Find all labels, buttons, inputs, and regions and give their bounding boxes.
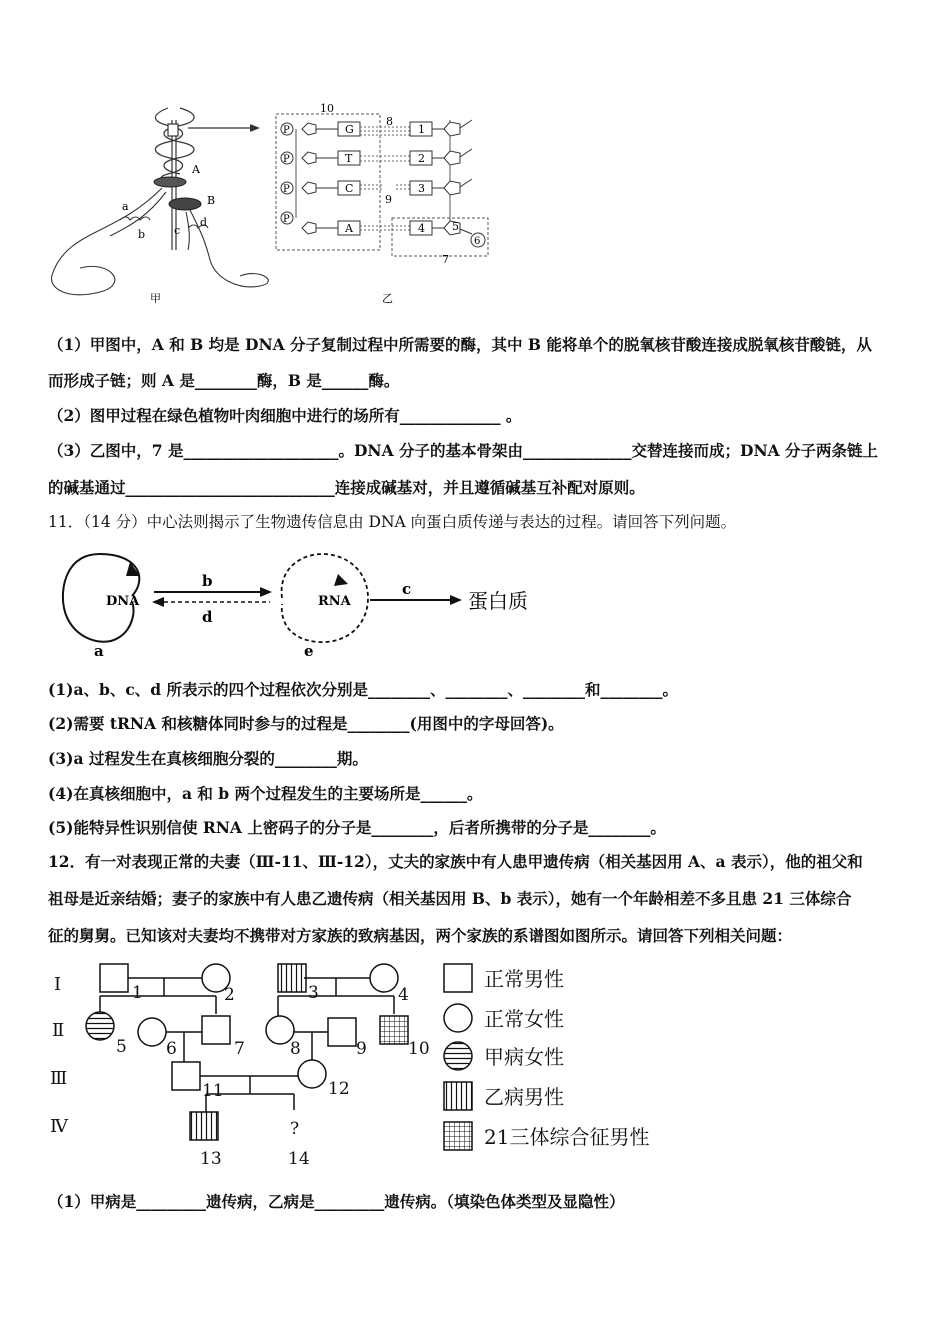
id-13: 13 xyxy=(200,1149,222,1169)
id-14: 14 xyxy=(288,1149,310,1169)
q11-part-2: (2)需要 tRNA 和核糖体同时参与的过程是________(用图中的字母回答)。 xyxy=(48,714,564,733)
id-8: 8 xyxy=(290,1039,301,1059)
dna-row-3 xyxy=(281,179,472,195)
id-5: 5 xyxy=(116,1037,127,1057)
id-4: 4 xyxy=(398,985,409,1005)
individual-3 xyxy=(278,964,306,992)
id-9: 9 xyxy=(356,1039,367,1059)
id-11: 11 xyxy=(202,1081,224,1101)
legend-normal-male: 正常男性 xyxy=(484,967,564,991)
individual-7 xyxy=(202,1016,230,1044)
base-a: A xyxy=(345,222,353,235)
process-b-label: b xyxy=(202,572,213,590)
q11-part-3: (3)a 过程发生在真核细胞分裂的________期。 xyxy=(48,749,368,768)
legend-normal-female: 正常女性 xyxy=(484,1007,564,1031)
q11-part-1: (1)a、b、c、d 所表示的四个过程依次分别是________、________、________和________。 xyxy=(48,680,679,699)
q10-line-5: 的碱基通过___________________________连接成碱基对，并且遵循碱基互补配对原则。 xyxy=(48,478,645,497)
id-10: 10 xyxy=(408,1039,430,1059)
num-2: 2 xyxy=(418,152,425,165)
individual-13 xyxy=(190,1112,218,1140)
legend-normal-male-icon xyxy=(444,964,472,992)
q11-part-5: (5)能特异性识别信使 RNA 上密码子的分子是________，后者所携带的分子是________。 xyxy=(48,818,666,837)
dna-row-4 xyxy=(281,212,485,247)
phosphate-1: P xyxy=(283,125,290,136)
enzyme-b-label: B xyxy=(207,194,216,207)
phosphate-3: P xyxy=(283,184,290,195)
q10-line-4: （3）乙图中，7 是____________________。DNA 分子的基本骨架由______________交替连接而成；DNA 分子两条链上 xyxy=(48,441,879,460)
pedigree-legend xyxy=(444,964,649,1150)
enzyme-a-label: A xyxy=(192,163,200,176)
id-2: 2 xyxy=(224,985,235,1005)
daughter-strands xyxy=(52,188,269,295)
phosphate-4: P xyxy=(283,214,290,225)
legend-disease-a-female-icon xyxy=(444,1042,472,1070)
rna-label: RNA xyxy=(318,594,351,609)
id-3: 3 xyxy=(308,983,319,1003)
unknown-mark: ? xyxy=(290,1119,300,1139)
num-6: 6 xyxy=(474,236,481,247)
strand-c-label: c xyxy=(174,224,181,237)
individual-5 xyxy=(86,1012,114,1040)
legend-disease-b-male-icon xyxy=(444,1082,472,1110)
q12-line-3: 征的舅舅。已知该对夫妻均不携带对方家族的致病基因，两个家族的系谱图如图所示。请回答下列相关问题： xyxy=(48,926,793,945)
individual-10 xyxy=(380,1016,408,1044)
num-5: 5 xyxy=(452,220,459,233)
num-4: 4 xyxy=(418,222,425,235)
strand-d-label: d xyxy=(200,216,208,229)
dna-row-1 xyxy=(281,120,472,136)
q11-part-4: (4)在真核细胞中，a 和 b 两个过程发生的主要场所是______。 xyxy=(48,784,483,803)
num-3: 3 xyxy=(418,182,425,195)
label-yi: 乙 xyxy=(382,292,393,305)
legend-disease-a-female: 甲病女性 xyxy=(484,1045,564,1069)
base-t: T xyxy=(345,152,353,165)
phosphate-2: P xyxy=(283,154,290,165)
gen-2-label: Ⅱ xyxy=(52,1020,65,1041)
num-9: 9 xyxy=(385,193,392,206)
q10-line-3: （2）图甲过程在绿色植物叶肉细胞中进行的场所有_____________ 。 xyxy=(48,406,522,425)
individual-12 xyxy=(298,1060,326,1088)
legend-normal-female-icon xyxy=(444,1004,472,1032)
enzyme-b-icon xyxy=(169,198,201,210)
id-12: 12 xyxy=(328,1079,350,1099)
gen-1-label: Ⅰ xyxy=(54,974,62,995)
base-g: G xyxy=(345,123,354,136)
central-dogma-figure xyxy=(52,548,572,663)
id-7: 7 xyxy=(234,1039,245,1059)
q11-title: 11．（14 分）中心法则揭示了生物遗传信息由 DNA 向蛋白质传递与表达的过程。请回答下列问题。 xyxy=(48,513,737,531)
legend-disease-b-male: 乙病男性 xyxy=(484,1085,564,1109)
gen-4-label: Ⅳ xyxy=(50,1116,68,1137)
q12-line-1: 12．有一对表现正常的夫妻（Ⅲ-11、Ⅲ-12），丈夫的家族中有人患甲遗传病（相关基因用 A、a 表示），他的祖父和 xyxy=(48,852,863,871)
strand-a-label: a xyxy=(122,200,129,213)
individual-11 xyxy=(172,1062,200,1090)
legend-trisomy-male: 21三体综合征男性 xyxy=(484,1125,650,1149)
num-7: 7 xyxy=(442,253,449,266)
id-1: 1 xyxy=(132,983,143,1003)
pedigree-chart xyxy=(44,956,664,1170)
process-d-label: d xyxy=(202,608,213,626)
individual-6 xyxy=(138,1018,166,1046)
process-e-label: e xyxy=(304,642,314,660)
num-1: 1 xyxy=(418,123,425,136)
q10-line-2: 而形成子链；则 A 是________酶，B 是______酶。 xyxy=(48,371,400,390)
protein-label: 蛋白质 xyxy=(468,589,528,613)
dna-replication-figure xyxy=(40,100,510,310)
individual-4 xyxy=(370,964,398,992)
base-c: C xyxy=(345,182,354,195)
dna-row-2 xyxy=(281,149,472,165)
q12-part-1: （1）甲病是_________遗传病，乙病是_________遗传病。（填染色体类型及显隐性） xyxy=(48,1192,625,1211)
individual-9 xyxy=(328,1018,356,1046)
dna-label: DNA xyxy=(106,594,140,609)
gen-3-label: Ⅲ xyxy=(50,1068,68,1089)
q10-line-1: （1）甲图中，A 和 B 均是 DNA 分子复制过程中所需要的酶，其中 B 能将单个的脱氧核苷酸连接成脱氧核苷酸链，从 xyxy=(48,335,872,354)
individual-1 xyxy=(100,964,128,992)
id-6: 6 xyxy=(166,1039,177,1059)
legend-trisomy-male-icon xyxy=(444,1122,472,1150)
label-jia: 甲 xyxy=(150,292,161,305)
strand-b-label: b xyxy=(138,228,146,241)
process-c-label: c xyxy=(402,580,412,598)
num-8: 8 xyxy=(386,115,393,128)
enzyme-a-icon xyxy=(154,177,186,187)
zoom-arrow xyxy=(188,124,260,132)
process-a-label: a xyxy=(94,642,104,660)
q12-line-2: 祖母是近亲结婚；妻子的家族中有人患乙遗传病（相关基因用 B、b 表示），她有一个年龄相差不多且患 21 三体综合 xyxy=(48,889,852,908)
num-10: 10 xyxy=(320,102,334,115)
